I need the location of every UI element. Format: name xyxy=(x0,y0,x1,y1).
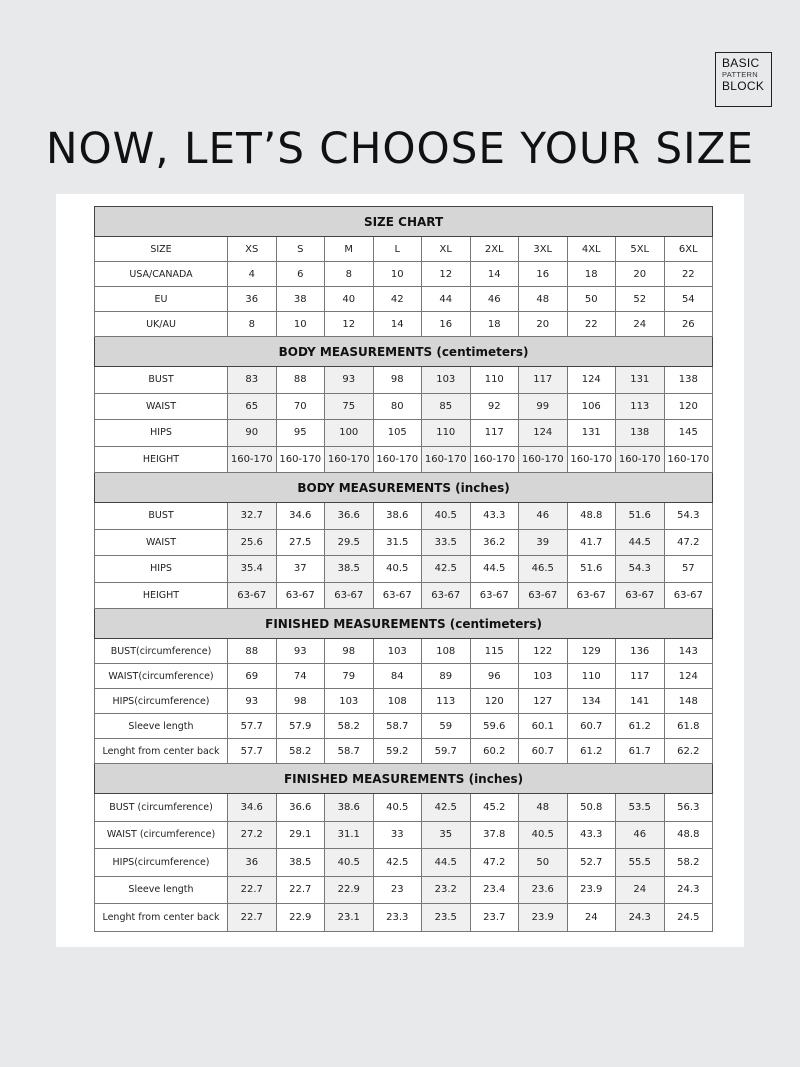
table-cell: 63-67 xyxy=(616,582,665,609)
row-label: HIPS xyxy=(95,420,228,447)
table-cell: 54.3 xyxy=(664,503,713,530)
row-label: HEIGHT xyxy=(95,582,228,609)
table-cell: 43.3 xyxy=(567,821,616,849)
logo-line-2: PATTERN xyxy=(722,70,758,79)
table-cell: 63-67 xyxy=(664,582,713,609)
table-cell: 40 xyxy=(325,287,374,312)
table-cell: 79 xyxy=(325,664,374,689)
table-cell: M xyxy=(325,237,374,262)
table-cell: 57.7 xyxy=(228,739,277,764)
row-label: WAIST (circumference) xyxy=(95,821,228,849)
row-label: WAIST(circumference) xyxy=(95,664,228,689)
table-cell: 110 xyxy=(470,367,519,394)
table-cell: 80 xyxy=(373,393,422,420)
table-cell: 44.5 xyxy=(616,529,665,556)
table-cell: 36.6 xyxy=(276,794,325,822)
table-cell: 42.5 xyxy=(373,849,422,877)
table-cell: 138 xyxy=(664,367,713,394)
section-header-title: BODY MEASUREMENTS (inches) xyxy=(95,473,713,503)
table-cell: 23.1 xyxy=(325,904,374,932)
table-cell: 45.2 xyxy=(470,794,519,822)
table-cell: 35.4 xyxy=(228,556,277,583)
table-cell: 60.1 xyxy=(519,714,568,739)
table-cell: 63-67 xyxy=(567,582,616,609)
table-cell: 32.7 xyxy=(228,503,277,530)
table-cell: 57.9 xyxy=(276,714,325,739)
table-cell: 160-170 xyxy=(664,446,713,473)
table-cell: 75 xyxy=(325,393,374,420)
table-cell: 46.5 xyxy=(519,556,568,583)
table-cell: 63-67 xyxy=(422,582,471,609)
table-cell: 63-67 xyxy=(325,582,374,609)
table-cell: 93 xyxy=(228,689,277,714)
table-cell: 70 xyxy=(276,393,325,420)
table-cell: 59 xyxy=(422,714,471,739)
table-cell: 37.8 xyxy=(470,821,519,849)
table-row xyxy=(95,446,713,473)
table-cell: 59.2 xyxy=(373,739,422,764)
table-cell: 141 xyxy=(616,689,665,714)
table-cell: 40.5 xyxy=(373,556,422,583)
table-cell: 4 xyxy=(228,262,277,287)
table-cell: 160-170 xyxy=(422,446,471,473)
table-cell: 37 xyxy=(276,556,325,583)
table-cell: 31.5 xyxy=(373,529,422,556)
table-cell: 69 xyxy=(228,664,277,689)
table-cell: 63-67 xyxy=(470,582,519,609)
table-cell: 58.7 xyxy=(325,739,374,764)
table-cell: XS xyxy=(228,237,277,262)
table-cell: 160-170 xyxy=(519,446,568,473)
table-cell: 25.6 xyxy=(228,529,277,556)
row-label: USA/CANADA xyxy=(95,262,228,287)
table-row xyxy=(95,689,713,714)
table-cell: 38.6 xyxy=(325,794,374,822)
table-cell: 117 xyxy=(519,367,568,394)
size-chart-header-title: SIZE CHART xyxy=(95,207,713,237)
table-cell: 50.8 xyxy=(567,794,616,822)
table-cell: 110 xyxy=(422,420,471,447)
table-cell: L xyxy=(373,237,422,262)
section-header-title: BODY MEASUREMENTS (centimeters) xyxy=(95,337,713,367)
table-cell: 88 xyxy=(276,367,325,394)
table-cell: 23.9 xyxy=(519,904,568,932)
section-header xyxy=(95,473,713,503)
logo-line-1: BASIC xyxy=(722,56,760,70)
table-cell: 57.7 xyxy=(228,714,277,739)
section-header xyxy=(95,337,713,367)
table-cell: 124 xyxy=(519,420,568,447)
table-cell: 22.7 xyxy=(228,876,277,904)
table-row xyxy=(95,739,713,764)
table-cell: 98 xyxy=(373,367,422,394)
table-cell: 115 xyxy=(470,639,519,664)
table-cell: 18 xyxy=(567,262,616,287)
table-cell: 103 xyxy=(422,367,471,394)
table-row xyxy=(95,876,713,904)
table-cell: 46 xyxy=(519,503,568,530)
row-label: Lenght from center back xyxy=(95,739,228,764)
table-cell: 50 xyxy=(567,287,616,312)
table-cell: 24.5 xyxy=(664,904,713,932)
table-cell: 61.7 xyxy=(616,739,665,764)
table-cell: 122 xyxy=(519,639,568,664)
table-cell: 44.5 xyxy=(422,849,471,877)
table-row xyxy=(95,582,713,609)
table-cell: 60.2 xyxy=(470,739,519,764)
row-label: HIPS(circumference) xyxy=(95,849,228,877)
table-row xyxy=(95,849,713,877)
table-cell: 24.3 xyxy=(664,876,713,904)
table-cell: 16 xyxy=(422,312,471,337)
table-cell: 59.6 xyxy=(470,714,519,739)
table-cell: 29.5 xyxy=(325,529,374,556)
table-cell: 51.6 xyxy=(616,503,665,530)
table-cell: 136 xyxy=(616,639,665,664)
table-row xyxy=(95,367,713,394)
section-header xyxy=(95,764,713,794)
table-cell: 22.7 xyxy=(276,876,325,904)
table-cell: S xyxy=(276,237,325,262)
table-cell: XL xyxy=(422,237,471,262)
table-cell: 60.7 xyxy=(567,714,616,739)
table-cell: 22 xyxy=(664,262,713,287)
table-cell: 22 xyxy=(567,312,616,337)
row-label: BUST xyxy=(95,367,228,394)
table-cell: 48 xyxy=(519,794,568,822)
table-cell: 96 xyxy=(470,664,519,689)
table-cell: 120 xyxy=(470,689,519,714)
table-row xyxy=(95,287,713,312)
table-row xyxy=(95,420,713,447)
table-cell: 18 xyxy=(470,312,519,337)
table-cell: 46 xyxy=(616,821,665,849)
table-cell: 99 xyxy=(519,393,568,420)
table-cell: 47.2 xyxy=(664,529,713,556)
table-cell: 160-170 xyxy=(616,446,665,473)
table-cell: 98 xyxy=(325,639,374,664)
table-cell: 83 xyxy=(228,367,277,394)
table-cell: 106 xyxy=(567,393,616,420)
table-cell: 50 xyxy=(519,849,568,877)
table-row xyxy=(95,529,713,556)
table-cell: 52 xyxy=(616,287,665,312)
table-cell: 53.5 xyxy=(616,794,665,822)
table-cell: 22.7 xyxy=(228,904,277,932)
table-cell: 63-67 xyxy=(276,582,325,609)
table-cell: 160-170 xyxy=(228,446,277,473)
row-label: Sleeve length xyxy=(95,876,228,904)
table-cell: 26 xyxy=(664,312,713,337)
table-cell: 160-170 xyxy=(373,446,422,473)
table-cell: 63-67 xyxy=(228,582,277,609)
table-cell: 74 xyxy=(276,664,325,689)
table-cell: 40.5 xyxy=(422,503,471,530)
table-cell: 124 xyxy=(664,664,713,689)
table-cell: 108 xyxy=(422,639,471,664)
table-row xyxy=(95,503,713,530)
brand-logo xyxy=(715,52,772,107)
table-cell: 62.2 xyxy=(664,739,713,764)
table-cell: 14 xyxy=(373,312,422,337)
row-label: BUST (circumference) xyxy=(95,794,228,822)
table-cell: 10 xyxy=(373,262,422,287)
table-cell: 58.2 xyxy=(664,849,713,877)
table-cell: 23.6 xyxy=(519,876,568,904)
table-row xyxy=(95,312,713,337)
table-cell: 85 xyxy=(422,393,471,420)
table-cell: 61.2 xyxy=(616,714,665,739)
table-cell: 34.6 xyxy=(276,503,325,530)
table-cell: 23.2 xyxy=(422,876,471,904)
row-label: BUST xyxy=(95,503,228,530)
table-cell: 103 xyxy=(325,689,374,714)
table-cell: 98 xyxy=(276,689,325,714)
table-cell: 61.2 xyxy=(567,739,616,764)
table-cell: 56.3 xyxy=(664,794,713,822)
table-row xyxy=(95,794,713,822)
table-cell: 20 xyxy=(616,262,665,287)
page-headline: NOW, LET’S CHOOSE YOUR SIZE xyxy=(45,124,755,174)
table-cell: 61.8 xyxy=(664,714,713,739)
table-cell: 160-170 xyxy=(276,446,325,473)
table-cell: 95 xyxy=(276,420,325,447)
table-cell: 41.7 xyxy=(567,529,616,556)
table-cell: 52.7 xyxy=(567,849,616,877)
table-cell: 148 xyxy=(664,689,713,714)
table-cell: 63-67 xyxy=(519,582,568,609)
table-cell: 131 xyxy=(616,367,665,394)
table-cell: 27.5 xyxy=(276,529,325,556)
table-cell: 38.6 xyxy=(373,503,422,530)
table-cell: 160-170 xyxy=(470,446,519,473)
table-cell: 44.5 xyxy=(470,556,519,583)
table-cell: 40.5 xyxy=(373,794,422,822)
table-cell: 63-67 xyxy=(373,582,422,609)
table-cell: 42.5 xyxy=(422,794,471,822)
row-label: EU xyxy=(95,287,228,312)
row-label: BUST(circumference) xyxy=(95,639,228,664)
table-cell: 23.4 xyxy=(470,876,519,904)
table-cell: 43.3 xyxy=(470,503,519,530)
table-row xyxy=(95,821,713,849)
table-cell: 54.3 xyxy=(616,556,665,583)
table-cell: 10 xyxy=(276,312,325,337)
table-cell: 48.8 xyxy=(567,503,616,530)
section-header-title: FINISHED MEASUREMENTS (inches) xyxy=(95,764,713,794)
table-cell: 14 xyxy=(470,262,519,287)
table-row xyxy=(95,556,713,583)
table-cell: 88 xyxy=(228,639,277,664)
table-row xyxy=(95,639,713,664)
table-cell: 39 xyxy=(519,529,568,556)
table-cell: 110 xyxy=(567,664,616,689)
size-chart-header xyxy=(95,207,713,237)
row-label: Sleeve length xyxy=(95,714,228,739)
row-label: HIPS xyxy=(95,556,228,583)
table-cell: 127 xyxy=(519,689,568,714)
table-cell: 117 xyxy=(470,420,519,447)
table-cell: 20 xyxy=(519,312,568,337)
section-header xyxy=(95,609,713,639)
table-cell: 160-170 xyxy=(567,446,616,473)
table-cell: 33.5 xyxy=(422,529,471,556)
table-cell: 22.9 xyxy=(276,904,325,932)
table-cell: 103 xyxy=(519,664,568,689)
table-cell: 12 xyxy=(422,262,471,287)
row-label: HIPS(circumference) xyxy=(95,689,228,714)
logo-line-3: BLOCK xyxy=(722,78,765,93)
table-row xyxy=(95,262,713,287)
table-cell: 23.5 xyxy=(422,904,471,932)
table-cell: 60.7 xyxy=(519,739,568,764)
table-cell: 5XL xyxy=(616,237,665,262)
table-cell: 124 xyxy=(567,367,616,394)
table-cell: 23.3 xyxy=(373,904,422,932)
table-cell: 51.6 xyxy=(567,556,616,583)
table-cell: 100 xyxy=(325,420,374,447)
table-cell: 92 xyxy=(470,393,519,420)
table-row xyxy=(95,393,713,420)
table-cell: 145 xyxy=(664,420,713,447)
size-chart-table xyxy=(94,206,713,932)
table-cell: 143 xyxy=(664,639,713,664)
table-cell: 36.6 xyxy=(325,503,374,530)
table-cell: 108 xyxy=(373,689,422,714)
row-label: SIZE xyxy=(95,237,228,262)
table-cell: 6 xyxy=(276,262,325,287)
table-cell: 35 xyxy=(422,821,471,849)
table-row xyxy=(95,664,713,689)
table-cell: 23.9 xyxy=(567,876,616,904)
table-cell: 38.5 xyxy=(276,849,325,877)
table-cell: 58.7 xyxy=(373,714,422,739)
table-cell: 8 xyxy=(325,262,374,287)
table-cell: 54 xyxy=(664,287,713,312)
table-cell: 113 xyxy=(616,393,665,420)
row-label: Lenght from center back xyxy=(95,904,228,932)
table-cell: 42 xyxy=(373,287,422,312)
table-cell: 23 xyxy=(373,876,422,904)
table-cell: 42.5 xyxy=(422,556,471,583)
table-cell: 16 xyxy=(519,262,568,287)
table-cell: 93 xyxy=(325,367,374,394)
table-cell: 2XL xyxy=(470,237,519,262)
table-cell: 117 xyxy=(616,664,665,689)
table-cell: 31.1 xyxy=(325,821,374,849)
table-cell: 22.9 xyxy=(325,876,374,904)
table-cell: 48 xyxy=(519,287,568,312)
table-cell: 38.5 xyxy=(325,556,374,583)
table-cell: 24 xyxy=(616,876,665,904)
table-cell: 131 xyxy=(567,420,616,447)
table-cell: 46 xyxy=(470,287,519,312)
table-cell: 89 xyxy=(422,664,471,689)
table-cell: 23.7 xyxy=(470,904,519,932)
table-cell: 103 xyxy=(373,639,422,664)
table-cell: 29.1 xyxy=(276,821,325,849)
table-row xyxy=(95,904,713,932)
table-cell: 65 xyxy=(228,393,277,420)
table-cell: 57 xyxy=(664,556,713,583)
table-cell: 58.2 xyxy=(276,739,325,764)
table-cell: 59.7 xyxy=(422,739,471,764)
table-cell: 8 xyxy=(228,312,277,337)
table-cell: 12 xyxy=(325,312,374,337)
row-label: WAIST xyxy=(95,393,228,420)
table-cell: 84 xyxy=(373,664,422,689)
section-header-title: FINISHED MEASUREMENTS (centimeters) xyxy=(95,609,713,639)
table-cell: 44 xyxy=(422,287,471,312)
table-cell: 40.5 xyxy=(519,821,568,849)
table-cell: 47.2 xyxy=(470,849,519,877)
table-cell: 24 xyxy=(567,904,616,932)
row-label: WAIST xyxy=(95,529,228,556)
table-row xyxy=(95,714,713,739)
table-cell: 36 xyxy=(228,849,277,877)
table-cell: 4XL xyxy=(567,237,616,262)
table-cell: 33 xyxy=(373,821,422,849)
table-cell: 138 xyxy=(616,420,665,447)
table-cell: 134 xyxy=(567,689,616,714)
table-cell: 3XL xyxy=(519,237,568,262)
table-cell: 34.6 xyxy=(228,794,277,822)
table-cell: 90 xyxy=(228,420,277,447)
table-cell: 27.2 xyxy=(228,821,277,849)
table-cell: 38 xyxy=(276,287,325,312)
table-cell: 105 xyxy=(373,420,422,447)
table-cell: 120 xyxy=(664,393,713,420)
table-cell: 24 xyxy=(616,312,665,337)
table-cell: 40.5 xyxy=(325,849,374,877)
table-cell: 36 xyxy=(228,287,277,312)
table-cell: 55.5 xyxy=(616,849,665,877)
table-cell: 48.8 xyxy=(664,821,713,849)
table-cell: 93 xyxy=(276,639,325,664)
table-cell: 36.2 xyxy=(470,529,519,556)
table-cell: 113 xyxy=(422,689,471,714)
table-cell: 129 xyxy=(567,639,616,664)
table-cell: 24.3 xyxy=(616,904,665,932)
table-cell: 58.2 xyxy=(325,714,374,739)
table-cell: 160-170 xyxy=(325,446,374,473)
row-label: UK/AU xyxy=(95,312,228,337)
table-cell: 6XL xyxy=(664,237,713,262)
row-label: HEIGHT xyxy=(95,446,228,473)
size-header-row xyxy=(95,237,713,262)
